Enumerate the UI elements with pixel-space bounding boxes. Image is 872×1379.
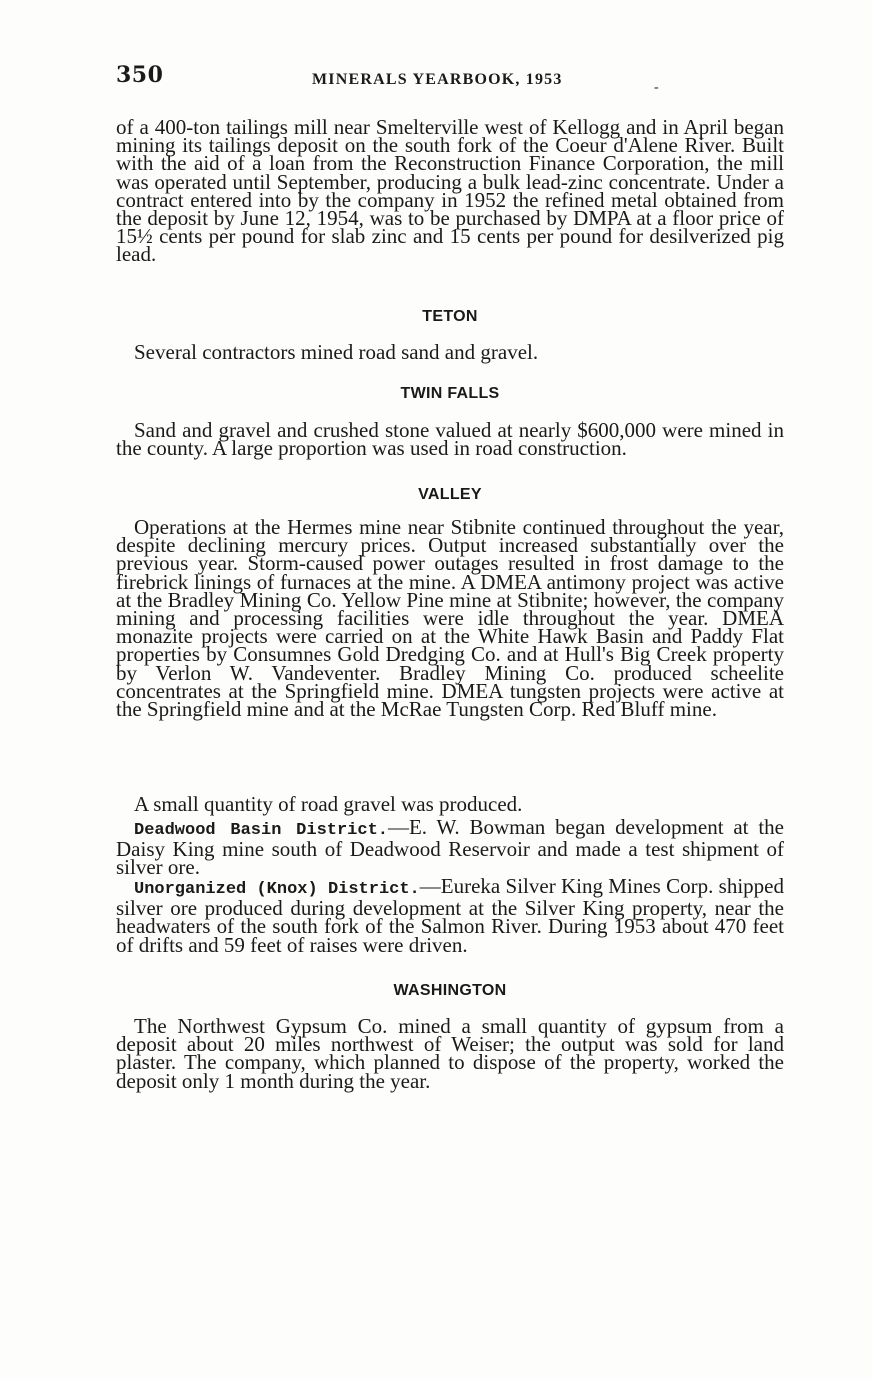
valley-paragraph-1: Operations at the Hermes mine near Stibnite continued throughout the year, despite declining mercury prices. Output increased substantially over the previous year. Storm-caused power outages resulted in frost damage to the firebrick linings of furnaces at the mine. A DMEA antimony project was active at the Bradley Mining Co. Yellow Pine mine at Stibnite; however, the company mining and processing facilities were idle throughout the year. DMEA monazite projects were carried on at the White Hawk Basin and Paddy Flat properties by Consumnes Gold Dredging Co. and at Hull's Big Creek property by Verlon W. Vandeventer. Bradley Mining Co. produced scheelite concentrates at the Springfield mine. DMEA tungsten projects were active at the Springfield mine and at the McRae Tungsten Corp. Red Bluff mine. [116,515,784,722]
heading-teton: TETON [422,308,478,325]
heading-valley: VALLEY [418,486,482,503]
deadwood-district-label: Deadwood Basin District. [134,821,388,840]
unorganized-district-label: Unorganized (Knox) District. [134,880,420,899]
deadwood-district-text: —E. W. Bowman began development at the Daisy King mine south of Deadwood Reservoir and made a test shipment of silver ore. [116,815,784,880]
page-header [116,62,786,94]
deadwood-paragraph [116,815,784,880]
unorganized-district-text: —Eureka Silver King Mines Corp. shipped silver ore produced during development at the Silver King property, near the headwaters of the south fork of the Salmon River. During 1953 about 470 feet of drifts and 59 feet of raises were driven. [116,874,784,957]
heading-washington: WASHINGTON [393,982,507,999]
running-title: MINERALS YEARBOOK, 1953 [312,71,563,88]
teton-paragraph: Several contractors mined road sand and gravel. [134,340,539,364]
page-number: 350 [116,62,164,88]
intro-paragraph: of a 400-ton tailings mill near Smelterville west of Kellogg and in April began mining its tailings deposit on the south fork of the Coeur d'Alene River. Built with the aid of a loan from the Reconstruction Finance Corporation, the mill was operated until September, producing a bulk lead-zinc concentrate. Under a contract entered into by the company in 1952 the refined metal obtained from the deposit by June 12, 1954, was to be purchased by DMPA at a floor price of 15½ cents per pound for slab zinc and 15 cents per pound for desilverized pig lead. [116,115,784,267]
washington-paragraph: The Northwest Gypsum Co. mined a small quantity of gypsum from a deposit about 20 miles northwest of Weiser; the output was sold for land plaster. The company, which planned to dispose of the property, worked the deposit only 1 month during the year. [116,1014,784,1093]
heading-twin-falls: TWIN FALLS [400,385,500,402]
twin-falls-paragraph: Sand and gravel and crushed stone valued at nearly $600,000 were mined in the county. A large proportion was used in road construction. [116,418,784,461]
unorganized-paragraph [116,874,784,957]
valley-paragraph-2: A small quantity of road gravel was produced. [134,792,523,816]
stray-mark: ‑ [654,80,659,95]
